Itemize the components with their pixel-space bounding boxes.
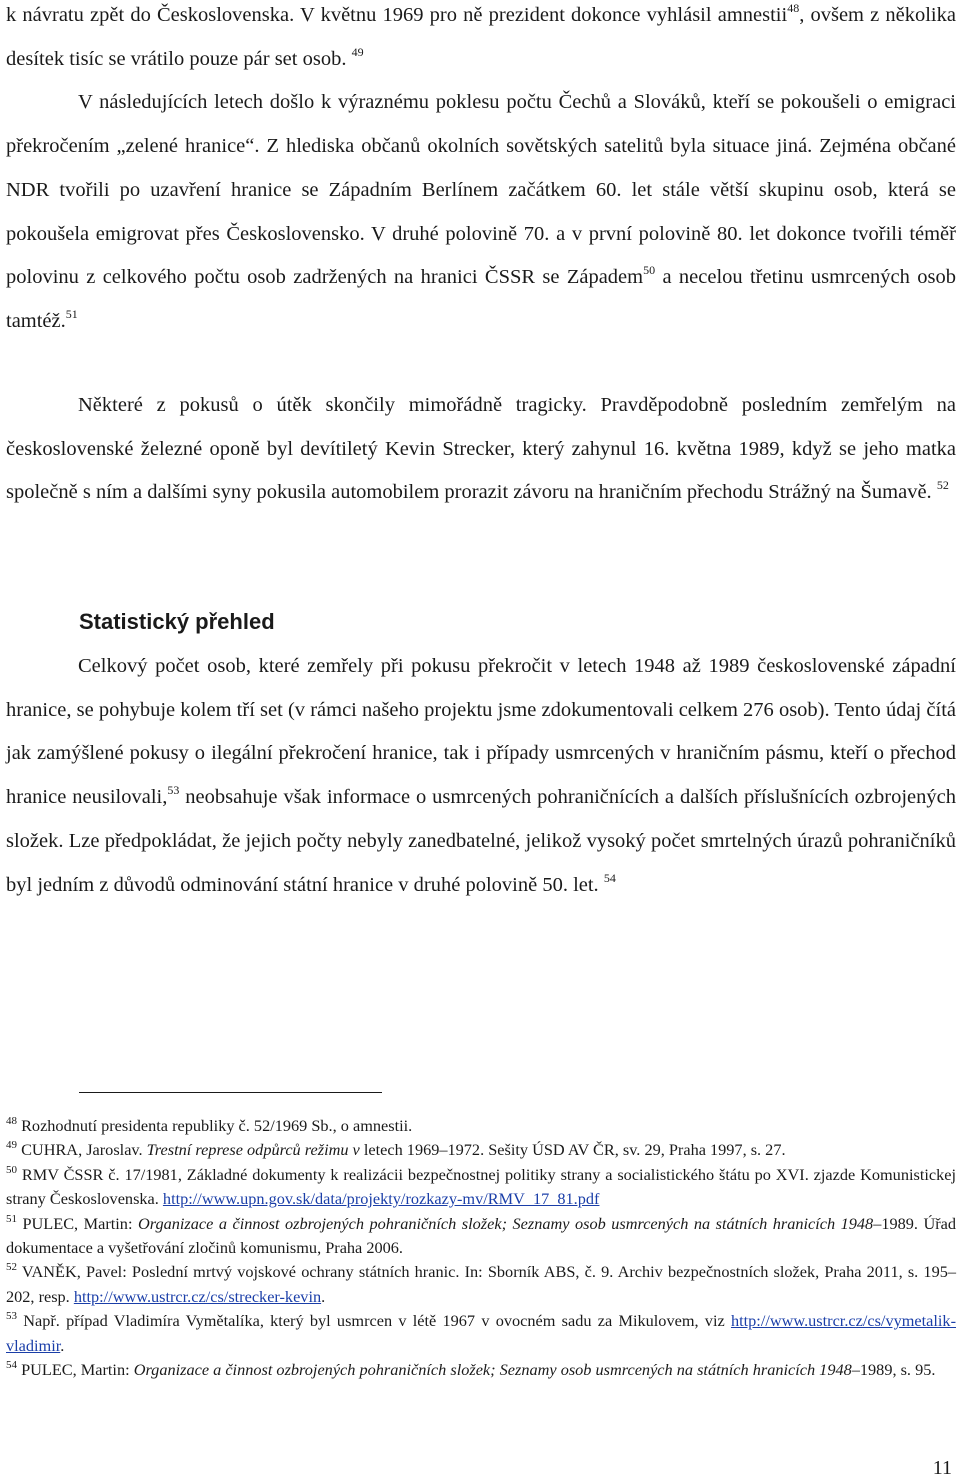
- footnote-text: letech 1969–1972. Sešity ÚSD AV ČR, sv. 29, Praha 1997, s. 27.: [359, 1140, 786, 1160]
- footnote-51: [6, 1212, 956, 1261]
- footnote-text: –1989. Úřad dokumentace a vyšetřování zločinů komunismu, Praha 2006.: [6, 1213, 957, 1258]
- footnote-49: [6, 1138, 956, 1162]
- footnote-number: 51: [6, 1212, 17, 1225]
- footnote-number: 49: [6, 1139, 17, 1152]
- footnote-text: Např. případ Vladimíra Vymětalíka, který byl usmrcen v létě 1967 v ovocném sadu za Mikulovem, viz: [17, 1311, 731, 1331]
- footnote-text: –1989, s. 95.: [851, 1360, 936, 1380]
- footnote-text: RMV ČSSR č. 17/1981, Základné dokumenty k realizácii bezpečnostnej politiky strany a socialistického štátu po XVI. zjazde Komunistickej strany Československa.: [6, 1164, 956, 1209]
- paragraph-text: k návratu zpět do Československa. V květnu 1969 pro ně prezident dokonce vyhlásil amnestii: [6, 4, 788, 26]
- paragraph-statistics: [6, 645, 956, 907]
- footnote-ref-54[interactable]: 54: [603, 870, 616, 885]
- footnote-text: Rozhodnutí presidenta republiky č. 52/1969 Sb., o amnestii.: [17, 1116, 413, 1135]
- paragraph-text: a necelou třetinu usmrcených osob tamtéž.: [6, 266, 956, 332]
- footnote-title: Organizace a činnost ozbrojených pohraničních složek; Seznamy osob usmrcených na státních hranicích 1948: [133, 1360, 852, 1380]
- footnote-text: .: [60, 1335, 65, 1355]
- paragraph-text: V následujících letech došlo k výraznému poklesu počtu Čechů a Slováků, kteří se pokoušeli o emigraci překročením „zelené hranice“. Z hlediska občanů okolních sovětských satelitů byla situace jiná. Zejména občané NDR tvořili po uzavření hranice se Západním Berlínem začátkem 60. let stále větší skupinu osob, která se pokoušela emigrovat přes Československo. V druhé polovině 70. a v první polovině 80. let dokonce tvořili téměř polovinu z celkového počtu osob zadržených na hranici ČSSR se Západem: [6, 91, 956, 289]
- footnote-ref-49[interactable]: 49: [351, 44, 364, 59]
- footnote-number: 50: [6, 1163, 17, 1176]
- page-number: 11: [932, 1457, 952, 1479]
- paragraph-emigration: [6, 0, 956, 344]
- footnote-link[interactable]: http://www.ustrcr.cz/cs/vymetalik-vladimir: [6, 1311, 956, 1355]
- footnote-separator: [79, 1092, 382, 1093]
- paragraph-tragic-attempts: [6, 384, 956, 515]
- paragraph-text: Celkový počet osob, které zemřely při pokusu překročit v letech 1948 až 1989 československé západní hranice, se pohybuje kolem tří set (v rámci našeho projektu jsme zdokumentovali celkem 276 osob). Tento údaj čítá jak zamýšlené pokusy o ilegální překročení hranice, tak i případy usmrcených v hraničním pásmu, kteří o přechod hranice neusilovali,: [6, 655, 956, 809]
- footnote-54: [6, 1358, 956, 1382]
- footnote-title: Trestní represe odpůrců režimu v: [146, 1140, 360, 1160]
- footnote-number: 54: [6, 1359, 17, 1372]
- footnote-text: PULEC, Martin:: [17, 1360, 134, 1380]
- footnotes: [6, 1114, 956, 1382]
- footnote-text: PULEC, Martin:: [17, 1213, 138, 1233]
- footnote-text: CUHRA, Jaroslav.: [17, 1140, 147, 1160]
- footnote-text: .: [321, 1286, 326, 1306]
- footnote-ref-51[interactable]: 51: [65, 306, 78, 321]
- footnote-52: [6, 1260, 956, 1309]
- footnote-number: 53: [6, 1310, 17, 1323]
- paragraph-text: Některé z pokusů o útěk skončily mimořádně tragicky. Pravděpodobně posledním zemřelým na československé železné oponě byl devítiletý Kevin Strecker, který zahynul 16. května 1989, když se jeho matka společně s ním a dalšími syny pokusila automobilem prorazit závoru na hraničním přechodu Strážný na Šumavě.: [6, 394, 956, 504]
- footnote-53: [6, 1309, 956, 1358]
- footnote-link[interactable]: http://www.upn.gov.sk/data/projekty/rozkazy-mv/RMV_17_81.pdf: [162, 1189, 600, 1209]
- footnote-ref-50[interactable]: 50: [643, 263, 656, 278]
- section-heading: Statistický přehled: [79, 609, 275, 634]
- footnote-ref-52[interactable]: 52: [936, 478, 949, 493]
- footnote-48: [6, 1114, 956, 1138]
- paragraph-text: , ovšem z několika desítek tisíc se vrátilo pouze pár set osob.: [6, 4, 956, 70]
- footnote-ref-53[interactable]: 53: [167, 783, 180, 798]
- footnote-title: Organizace a činnost ozbrojených pohraničních složek; Seznamy osob usmrcených na státních hranicích 1948: [137, 1213, 874, 1233]
- paragraph-text: neobsahuje však informace o usmrcených pohraničnících a dalších příslušnících ozbrojených složek. Lze předpokládat, že jejich počty nebyly zanedbatelné, jelikož vysoký počet smrtelných úrazů pohraničníků byl jedním z důvodů odminování státní hranice v druhé polovině 50. let.: [6, 786, 956, 896]
- footnote-number: 48: [6, 1115, 17, 1127]
- footnote-text: VANĚK, Pavel: Poslední mrtvý vojskové ochrany státních hranic. In: Sborník ABS, č. 9. Archiv bezpečnostních složek, Praha 2011, s. 195–202, resp.: [6, 1262, 956, 1306]
- footnote-ref-48[interactable]: 48: [787, 1, 800, 15]
- footnote-50: [6, 1163, 956, 1212]
- footnote-link[interactable]: http://www.ustrcr.cz/cs/strecker-kevin: [73, 1286, 322, 1306]
- footnote-number: 52: [6, 1261, 17, 1274]
